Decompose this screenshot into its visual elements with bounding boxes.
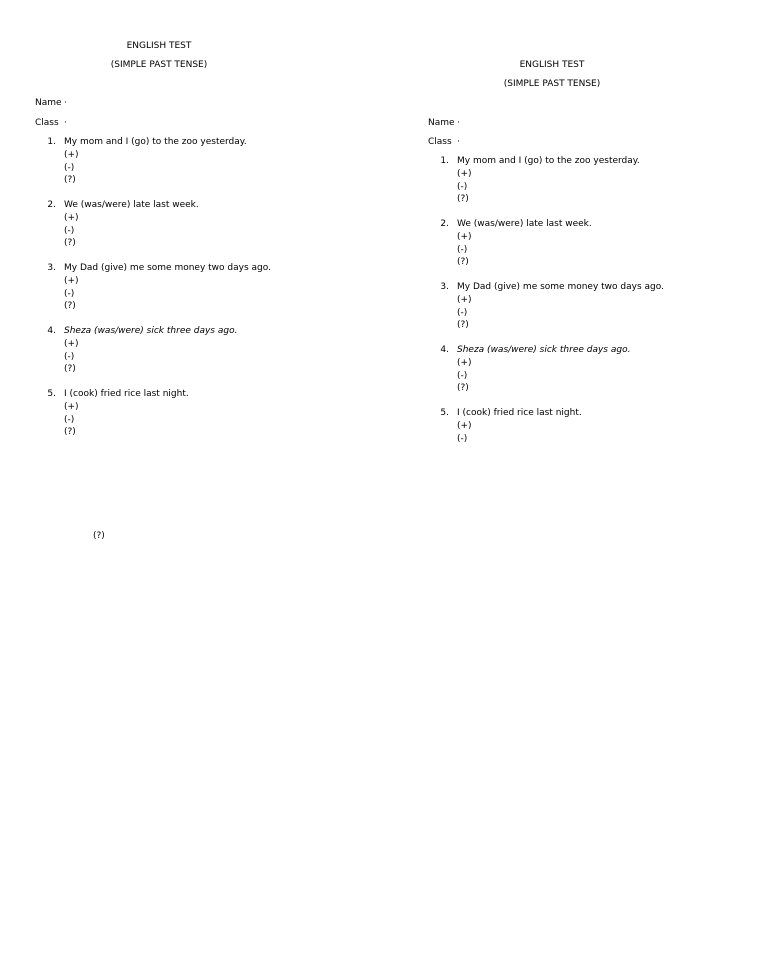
- left-test-subtitle: (SIMPLE PAST TENSE): [110, 60, 208, 70]
- option-negative: (-): [64, 163, 75, 173]
- option-negative: (-): [64, 352, 75, 362]
- question-text: Sheza (was/were) sick three days ago.: [64, 326, 238, 336]
- left-name-label: Name: [35, 98, 62, 108]
- question-text: Sheza (was/were) sick three days ago.: [457, 345, 631, 355]
- left-class-separator: ·: [64, 118, 67, 128]
- option-positive: (+): [457, 295, 472, 305]
- question-number: 1.: [47, 137, 56, 147]
- left-class-label: Class: [35, 118, 59, 128]
- right-name-separator: ·: [457, 118, 460, 128]
- option-negative: (-): [457, 182, 468, 192]
- option-negative: (-): [457, 434, 468, 444]
- question-text: My mom and I (go) to the zoo yesterday.: [457, 156, 640, 166]
- question-number: 4.: [47, 326, 56, 336]
- question-number: 3.: [47, 263, 56, 273]
- option-positive: (+): [457, 358, 472, 368]
- question-text: We (was/were) late last week.: [457, 219, 592, 229]
- question-text: My Dad (give) me some money two days ago.: [457, 282, 664, 292]
- option-question: (?): [457, 257, 469, 267]
- option-positive: (+): [64, 339, 79, 349]
- option-negative: (-): [64, 289, 75, 299]
- option-positive: (+): [64, 402, 79, 412]
- question-number: 4.: [440, 345, 449, 355]
- right-class-separator: ·: [457, 137, 460, 147]
- question-number: 2.: [440, 219, 449, 229]
- option-positive: (+): [64, 213, 79, 223]
- option-positive: (+): [457, 232, 472, 242]
- option-negative: (-): [64, 415, 75, 425]
- option-negative: (-): [457, 371, 468, 381]
- question-text: My mom and I (go) to the zoo yesterday.: [64, 137, 247, 147]
- question-text: We (was/were) late last week.: [64, 200, 199, 210]
- option-question: (?): [457, 383, 469, 393]
- option-positive: (+): [457, 169, 472, 179]
- stray-question-mark: (?): [93, 531, 105, 541]
- question-text: I (cook) fried rice last night.: [457, 408, 582, 418]
- option-question: (?): [64, 364, 76, 374]
- option-question: (?): [64, 238, 76, 248]
- option-negative: (-): [64, 226, 75, 236]
- option-positive: (+): [457, 421, 472, 431]
- right-class-label: Class: [428, 137, 452, 147]
- question-number: 3.: [440, 282, 449, 292]
- question-number: 5.: [440, 408, 449, 418]
- right-name-label: Name: [428, 118, 455, 128]
- option-positive: (+): [64, 276, 79, 286]
- option-negative: (-): [457, 308, 468, 318]
- option-question: (?): [64, 301, 76, 311]
- question-number: 2.: [47, 200, 56, 210]
- question-text: My Dad (give) me some money two days ago.: [64, 263, 271, 273]
- question-number: 1.: [440, 156, 449, 166]
- question-text: I (cook) fried rice last night.: [64, 389, 189, 399]
- right-test-title: ENGLISH TEST: [519, 60, 585, 70]
- question-number: 5.: [47, 389, 56, 399]
- left-test-title: ENGLISH TEST: [126, 41, 192, 51]
- option-question: (?): [457, 194, 469, 204]
- option-question: (?): [64, 175, 76, 185]
- option-negative: (-): [457, 245, 468, 255]
- option-question: (?): [457, 320, 469, 330]
- right-test-subtitle: (SIMPLE PAST TENSE): [503, 79, 601, 89]
- option-positive: (+): [64, 150, 79, 160]
- option-question: (?): [64, 427, 76, 437]
- left-name-separator: ·: [64, 98, 67, 108]
